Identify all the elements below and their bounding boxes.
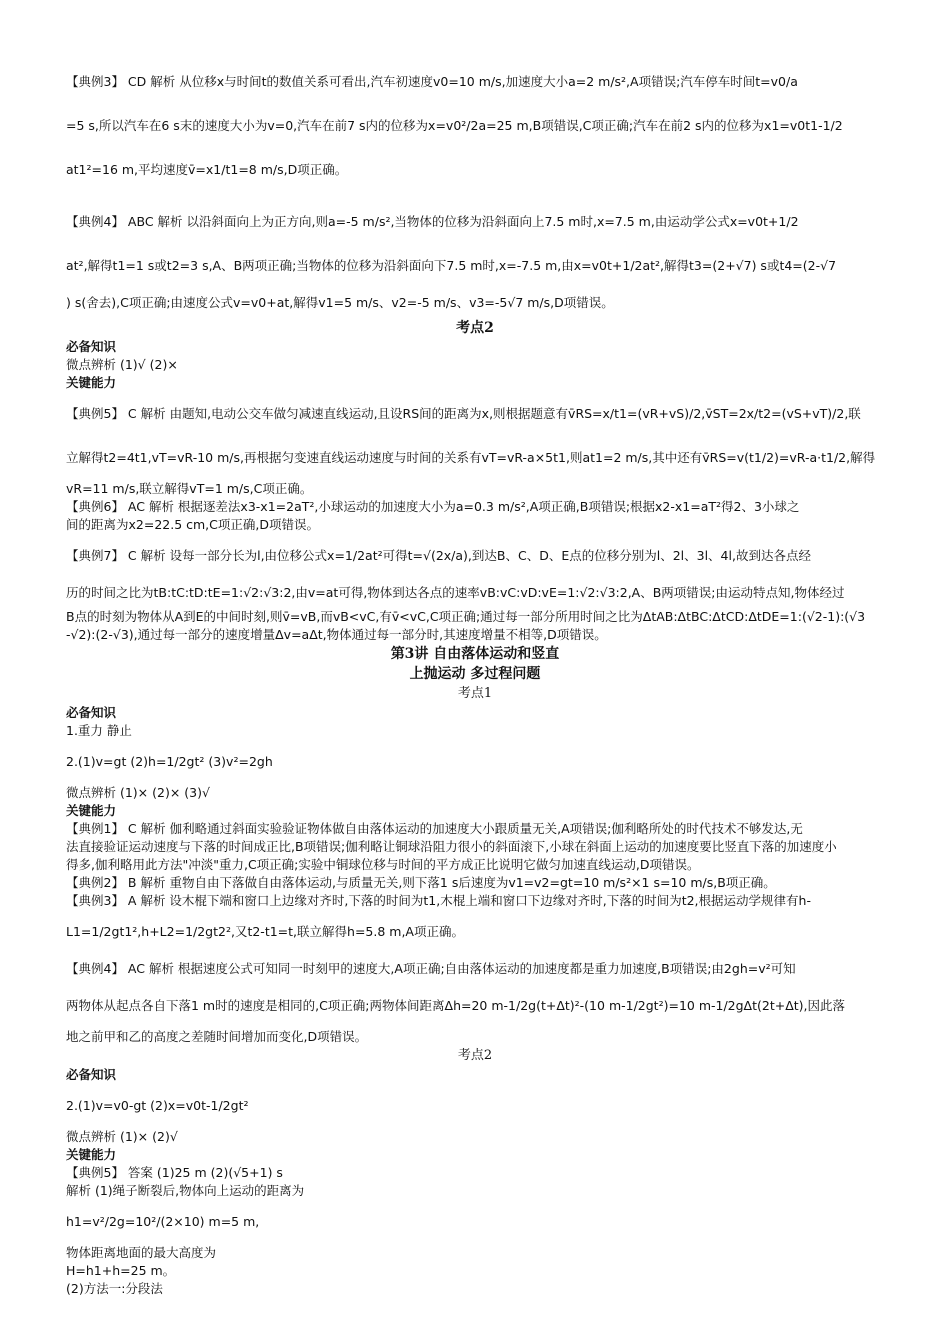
example-7-line-1: 【典例7】 C 解析 设每一部分长为l,由位移公式x=1/2at²可得t=√(2x/a),到达B、C、D、E点的位移分别为l、2l、3l、4l,故到达各点经: [66, 548, 811, 563]
key-ability-heading: 关键能力: [66, 375, 117, 390]
lecture-3-title-line-1: 第3讲 自由落体运动和竖直: [390, 646, 560, 662]
max-height-equation: H=h1+h=25 m。: [66, 1263, 176, 1278]
kaodian-2-heading-b: 考点2: [457, 1048, 493, 1063]
micro-point-analysis: 微点辨析 (1)√ (2)×: [66, 357, 178, 372]
b-example-3-line-1: 【典例3】 A 解析 设木棍下端和窗口上边缘对齐时,下落的时间为t1,木棍上端和窗口下边缘对齐时,下落的时间为t2,根据运动学规律有h-: [66, 893, 811, 908]
example-7-line-3: B点的时刻为物体从A到E的中间时刻,则v̄=vB,而vB<vC,有v̄<vC,C项正确;通过每一部分所用时间之比为ΔtAB:ΔtBC:ΔtCD:ΔtDE=1:(√2-1):(√3: [66, 609, 866, 624]
example-7-line-4: -√2):(2-√3),通过每一部分的速度增量Δv=aΔt,物体通过每一部分时,其速度增量不相等,D项错误。: [66, 627, 607, 642]
key-ability-heading-2: 关键能力: [66, 803, 117, 818]
example-4-line-3: ) s(舍去),C项正确;由速度公式v=v0+at,解得v1=5 m/s、v2=-5 m/s、v3=-5√7 m/s,D项错误。: [66, 295, 614, 310]
example-6-line-2: 间的距离为x2=22.5 cm,C项正确,D项错误。: [66, 517, 319, 532]
b-example-1-line-1: 【典例1】 C 解析 伽利略通过斜面实验验证物体做自由落体运动的加速度大小跟质量无关,A项错误;伽利略所处的时代技术不够发达,无: [66, 821, 803, 836]
example-4-line-2: at²,解得t1=1 s或t2=3 s,A、B两项正确;当物体的位移为沿斜面向下7.5 m时,x=-7.5 m,由x=v0t+1/2at²,解得t3=(2+√7) s或t4=(2-√7: [66, 258, 837, 273]
required-knowledge-heading-2: 必备知识: [66, 705, 117, 720]
b-example-1-line-2: 法直接验证运动速度与下落的时间成正比,B项错误;伽利略让铜球沿阻力很小的斜面滚下,小球在斜面上运动的加速度要比竖直下落的加速度小: [66, 839, 837, 854]
knowledge-item-3: 2.(1)v=v0-gt (2)x=v0t-1/2gt²: [66, 1098, 249, 1113]
example-5-line-2: 立解得t2=4t1,vT=vR-10 m/s,再根据匀变速直线运动速度与时间的关系有vT=vR-a×5t1,则at1=2 m/s,其中还有v̄RS=v(t1/2)=vR-a·t1/2,解得: [66, 450, 876, 465]
knowledge-item-2: 2.(1)v=gt (2)h=1/2gt² (3)v²=2gh: [66, 754, 273, 769]
micro-point-analysis-2: 微点辨析 (1)× (2)× (3)√: [66, 785, 210, 800]
example-5-line-3: vR=11 m/s,联立解得vT=1 m/s,C项正确。: [66, 481, 313, 496]
b-example-5-answer: 【典例5】 答案 (1)25 m (2)(√5+1) s: [66, 1165, 283, 1180]
kaodian-2-heading: 考点2: [456, 320, 494, 336]
method-one-line: (2)方法一:分段法: [66, 1281, 163, 1296]
b-example-1-line-3: 得多,伽利略用此方法"冲淡"重力,C项正确;实验中铜球位移与时间的平方成正比说明它做匀加速直线运动,D项错误。: [66, 857, 700, 872]
b-example-4-line-1: 【典例4】 AC 解析 根据速度公式可知同一时刻甲的速度大,A项正确;自由落体运动的加速度都是重力加速度,B项错误;由2gh=v²可知: [66, 961, 796, 976]
micro-point-analysis-3: 微点辨析 (1)× (2)√: [66, 1129, 178, 1144]
b-example-3-line-2: L1=1/2gt1²,h+L2=1/2gt2²,又t2-t1=t,联立解得h=5.8 m,A项正确。: [66, 924, 464, 939]
b-example-4-line-3: 地之前甲和乙的高度之差随时间增加而变化,D项错误。: [66, 1029, 368, 1044]
example-3-line-1: 【典例3】 CD 解析 从位移x与时间t的数值关系可看出,汽车初速度v0=10 m/s,加速度大小a=2 m/s²,A项错误;汽车停车时间t=v0/a: [66, 74, 798, 89]
knowledge-item-1: 1.重力 静止: [66, 723, 132, 738]
required-knowledge-heading-3: 必备知识: [66, 1067, 117, 1082]
example-7-line-2: 历的时间之比为tB:tC:tD:tE=1:√2:√3:2,由v=at可得,物体到达各点的速率vB:vC:vD:vE=1:√2:√3:2,A、B两项错误;由运动特点知,物体经过: [66, 585, 845, 600]
b-example-4-line-2: 两物体从起点各自下落1 m时的速度是相同的,C项正确;两物体间距离Δh=20 m-1/2g(t+Δt)²-(10 m-1/2gt²)=10 m-1/2gΔt(2t+Δt),因此落: [66, 998, 846, 1013]
b-example-2: 【典例2】 B 解析 重物自由下落做自由落体运动,与质量无关,则下落1 s后速度为v1=v2=gt=10 m/s²×1 s=10 m/s,B项正确。: [66, 875, 776, 890]
example-3-line-3: at1²=16 m,平均速度v̄=x1/t1=8 m/s,D项正确。: [66, 162, 348, 177]
kaodian-1-heading: 考点1: [457, 686, 493, 701]
example-4-line-1: 【典例4】 ABC 解析 以沿斜面向上为正方向,则a=-5 m/s²,当物体的位移为沿斜面向上7.5 m时,x=7.5 m,由运动学公式x=v0t+1/2: [66, 214, 799, 229]
lecture-3-title-line-2: 上抛运动 多过程问题: [409, 666, 541, 682]
example-3-line-2: =5 s,所以汽车在6 s末的速度大小为v=0,汽车在前7 s内的位移为x=v0²/2a=25 m,B项错误,C项正确;汽车在前2 s内的位移为x1=v0t1-1/2: [66, 118, 843, 133]
document-page: [66, 60, 884, 1298]
analysis-line-1: 解析 (1)绳子断裂后,物体向上运动的距离为: [66, 1183, 305, 1198]
example-5-line-1: 【典例5】 C 解析 由题知,电动公交车做匀减速直线运动,且设RS间的距离为x,则根据题意有v̄RS=x/t1=(vR+vS)/2,v̄ST=2x/t2=(vS+vT)/2,联: [66, 406, 861, 421]
example-6-line-1: 【典例6】 AC 解析 根据逐差法x3-x1=2aT²,小球运动的加速度大小为a=0.3 m/s²,A项正确,B项错误;根据x2-x1=aT²得2、3小球之: [66, 499, 800, 514]
h1-equation: h1=v²/2g=10²/(2×10) m=5 m,: [66, 1214, 260, 1229]
analysis-line-2: 物体距离地面的最大高度为: [66, 1245, 217, 1260]
required-knowledge-heading: 必备知识: [66, 339, 117, 354]
key-ability-heading-3: 关键能力: [66, 1147, 117, 1162]
